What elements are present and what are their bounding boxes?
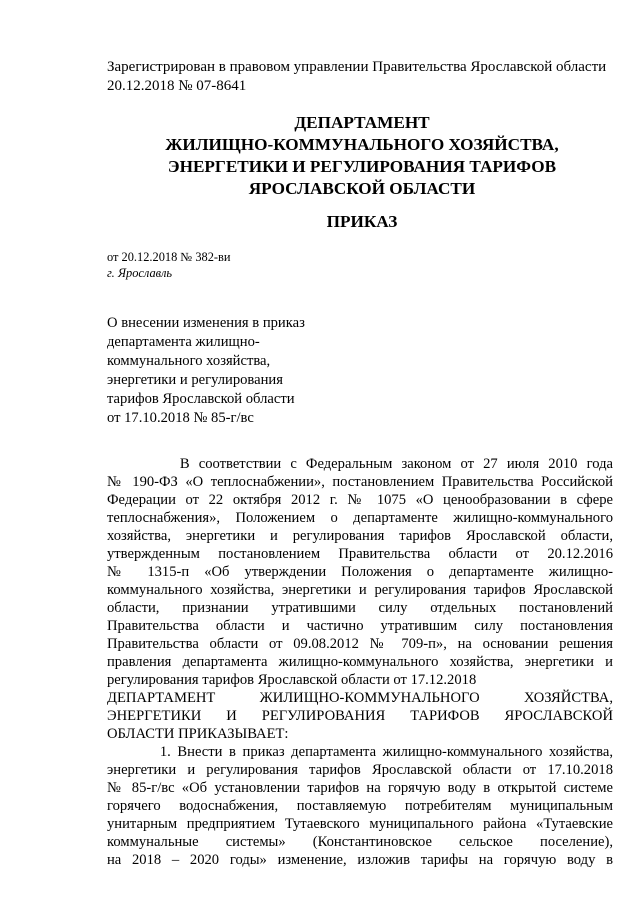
body-line: горячего водоснабжения, поставляемую потребителям муниципальным (107, 798, 613, 814)
department-heading-line: ДЕПАРТАМЕНТ (294, 113, 430, 132)
order-body (107, 455, 613, 869)
body-line: ЭНЕРГЕТИКИ И РЕГУЛИРОВАНИЯ ТАРИФОВ ЯРОСЛАВСКОЙ (107, 708, 613, 724)
order-city: г. Ярославль (107, 266, 173, 280)
department-heading-line: ЭНЕРГЕТИКИ И РЕГУЛИРОВАНИЯ ТАРИФОВ (167, 157, 557, 176)
body-line: коммунальные системы» (Константиновское сельское поселение), (107, 834, 613, 850)
subject-line: от 17.10.2018 № 85-г/вс (107, 410, 254, 426)
body-line: ДЕПАРТАМЕНТ ЖИЛИЩНО-КОММУНАЛЬНОГО ХОЗЯЙСТВА, (107, 690, 613, 706)
body-line: Правительства области и частично утратившим силу постановления (107, 618, 613, 634)
registration-note (107, 58, 617, 96)
department-heading (108, 112, 616, 200)
subject-line: коммунального хозяйства, (107, 353, 271, 369)
body-line: № 190-ФЗ «О теплоснабжении», постановлением Правительства Российской (107, 474, 613, 490)
body-line: теплоснабжения», Положением о департаменте жилищно-коммунального (107, 510, 613, 526)
body-line: на 2018 – 2020 годы» изменение, изложив тарифы на горячую воду в (107, 852, 613, 868)
body-line: № 1315-п «Об утверждении Положения о департаменте жилищно- (107, 564, 613, 580)
body-line: Правительства области от 09.08.2012 № 709-п», на основании решения (107, 636, 613, 652)
registration-line-2: 20.12.2018 № 07-8641 (107, 78, 247, 94)
body-line: утвержденным постановлением Правительства области от 20.12.2016 (107, 546, 613, 562)
order-date-number: от 20.12.2018 № 382-ви (107, 250, 231, 264)
subject-line: тарифов Ярославской области (107, 391, 295, 407)
registration-line-1: Зарегистрирован в правовом управлении Правительства Ярославской области (107, 59, 607, 75)
body-line: области, признании утратившими силу отдельных постановлений (107, 600, 613, 616)
body-line: 1. Внести в приказ департамента жилищно-коммунального хозяйства, (107, 744, 613, 760)
body-line: правления департамента жилищно-коммунального хозяйства, энергетики и (107, 654, 613, 670)
body-line: ОБЛАСТИ ПРИКАЗЫВАЕТ: (107, 726, 289, 742)
subject-line: энергетики и регулирования (107, 372, 283, 388)
subject-line: департамента жилищно- (107, 334, 260, 350)
body-line: коммунального хозяйства, энергетики и регулирования тарифов Ярославской (107, 582, 613, 598)
body-line: Федерации от 22 октября 2012 г. № 1075 «О ценообразовании в сфере (107, 492, 613, 508)
body-line: унитарным предприятием Тутаевского муниципального района «Тутаевские (107, 816, 613, 832)
body-line: В соответствии с Федеральным законом от 27 июля 2010 года (107, 456, 613, 472)
department-heading-line: ЯРОСЛАВСКОЙ ОБЛАСТИ (248, 179, 476, 198)
body-line: хозяйства, энергетики и регулирования тарифов Ярославской области, (107, 528, 613, 544)
order-subject (107, 314, 367, 428)
body-line: № 85-г/вс «Об установлении тарифов на горячую воду в открытой системе (107, 780, 613, 796)
order-title: ПРИКАЗ (326, 212, 398, 231)
body-line: регулирования тарифов Ярославской области от 17.12.2018 (107, 672, 477, 688)
body-line: энергетики и регулирования тарифов Ярославской области от 17.10.2018 (107, 762, 613, 778)
subject-line: О внесении изменения в приказ (107, 315, 305, 331)
department-heading-line: ЖИЛИЩНО-КОММУНАЛЬНОГО ХОЗЯЙСТВА, (165, 135, 559, 154)
order-meta (107, 249, 231, 281)
